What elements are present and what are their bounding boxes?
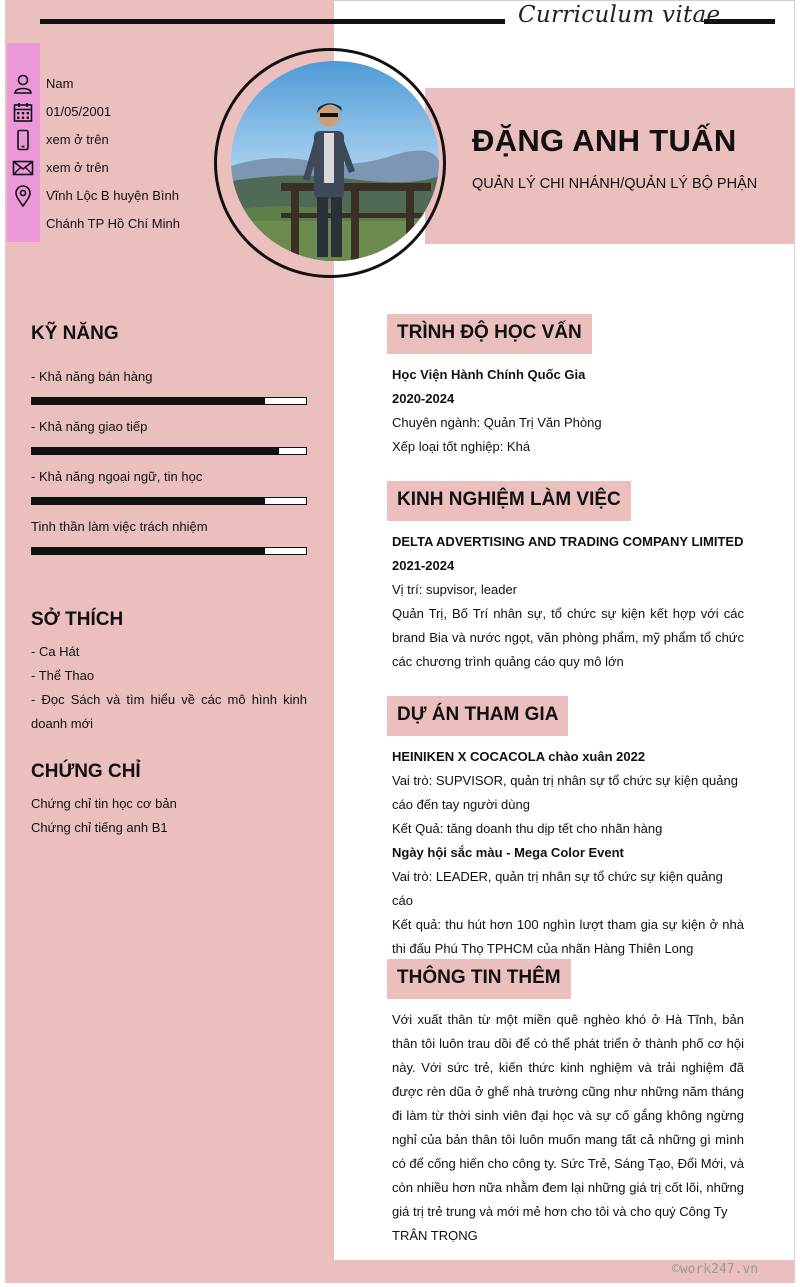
info-address [7,182,227,210]
skill-bar [31,547,307,555]
header-rule-left [40,19,505,24]
hobby-item: - Đọc Sách và tìm hiểu về các mô hình kinh doanh mới [31,692,307,731]
project-name: Ngày hội sắc màu - Mega Color Event [392,845,624,860]
info-birthdate [7,98,227,126]
info-gender [7,70,227,98]
certificate-item: Chứng chỉ tin học cơ bản [31,796,177,811]
education-grade: Xếp loại tốt nghiệp: Khá [392,439,531,454]
education-major: Chuyên ngành: Quản Trị Văn Phòng [392,415,602,430]
experience-company: DELTA ADVERTISING AND TRADING COMPANY LIMITED [392,534,744,549]
skill-bar-fill [32,498,265,504]
cv-heading: Curriculum vitae [518,2,721,28]
project-name: HEINIKEN X COCACOLA chào xuân 2022 [392,749,646,764]
education-block [392,363,744,459]
hobby-item: - Thể Thao [31,668,95,683]
project-role: Vai trò: LEADER, quản trị nhân sự tổ chức sự kiện quảng cáo [392,869,723,908]
info-address-line2-text: Chánh TP Hồ Chí Minh [46,216,180,231]
certificate-item: Chứng chỉ tiếng anh B1 [31,820,168,835]
info-email-text: xem ở trên [46,160,109,175]
candidate-name: ĐẶNG ANH TUẤN [472,123,737,158]
info-phone [7,126,227,154]
skill-bar [31,447,307,455]
skill-bar-fill [32,448,279,454]
closing-text: TRÂN TRỌNG [392,1228,478,1243]
projects-block [392,745,744,961]
info-address-line2 [7,210,227,238]
skill-bar-fill [32,398,265,404]
hobbies-title: SỞ THÍCH [31,609,124,630]
name-band [425,88,795,244]
info-gender-text: Nam [46,76,74,91]
info-birthdate-text: 01/05/2001 [46,104,112,119]
location-icon [12,185,34,207]
projects-title: DỰ ÁN THAM GIA [387,696,568,736]
skill-bar [31,397,307,405]
skill-bar-fill [32,548,265,554]
additional-text: Với xuất thân từ một miền quê nghèo khó ở Hà Tĩnh, bản thân tôi luôn trau dồi để có thể phát triển ở thành phố cơ hội này. Với sức trẻ, kiến thức kinh nghiệm và trải nghiệm đã được rèn dũa ở ghế nhà trường cũng như những năm tháng đi làm từ thời sinh viên đại học và sự cố gắng không ngừng nghỉ của bản thân tôi luôn muốn mang tất cả những gì mình có để cống hiến cho công ty. Sức Trẻ, Sáng Tạo, Đổi Mới, và còn nhiều hơn nữa nhằm đem lại những giá trị cốt lõi, những giá trị trẻ trung và mới mẻ hơn cho tôi và cho quý Công Ty [392,1012,744,1219]
project-result: Kết Quả: tăng doanh thu dịp tết cho nhãn hàng [392,821,663,836]
certificates-list [31,792,307,840]
candidate-role: QUẢN LÝ CHI NHÁNH/QUẢN LÝ BỘ PHẬN [472,176,758,192]
education-years: 2020-2024 [392,391,455,406]
experience-years: 2021-2024 [392,558,455,573]
skill-label: - Khả năng ngoại ngữ, tin học [31,469,203,484]
hobby-item: - Ca Hát [31,644,80,659]
calendar-icon [12,101,34,123]
person-icon [12,73,34,95]
skills-title: KỸ NĂNG [31,323,119,344]
project-role: Vai trò: SUPVISOR, quản trị nhân sự tổ chức sự kiện quảng cáo đến tay người dùng [392,773,738,812]
profile-photo [231,61,439,261]
skill-bar [31,497,307,505]
certificates-title: CHỨNG CHỈ [31,761,141,782]
experience-description: Quản Trị, Bố Trí nhân sự, tổ chức sự kiện kết hợp với các brand Bia và nước ngọt, văn phòng phẩm, mỹ phẩm tổ chức các chương trình quảng cáo quy mô lớn [392,606,744,669]
skill-label: - Khả năng giao tiếp [31,419,148,434]
skill-label: - Khả năng bán hàng [31,369,153,384]
mail-icon [12,157,34,179]
phone-icon [12,129,34,151]
watermark: ©work247.vn [672,1262,759,1277]
experience-block [392,530,744,674]
skill-label: Tinh thần làm việc trách nhiệm [31,519,208,534]
education-title: TRÌNH ĐỘ HỌC VẤN [387,314,592,354]
info-address-text: Vĩnh Lộc B huyện Bình [46,188,179,203]
experience-title: KINH NGHIỆM LÀM VIỆC [387,481,631,521]
additional-title: THÔNG TIN THÊM [387,959,571,999]
hobbies-list [31,640,307,736]
experience-position: Vị trí: supvisor, leader [392,582,517,597]
info-phone-text: xem ở trên [46,132,109,147]
project-result: Kết quả: thu hút hơn 100 nghìn lượt tham gia sự kiện ở nhà thi đấu Phú Thọ TPHCM của nhãn Hàng Thiên Long [392,917,744,956]
additional-block [392,1008,744,1248]
education-school: Học Viện Hành Chính Quốc Gia [392,367,586,382]
info-email [7,154,227,182]
